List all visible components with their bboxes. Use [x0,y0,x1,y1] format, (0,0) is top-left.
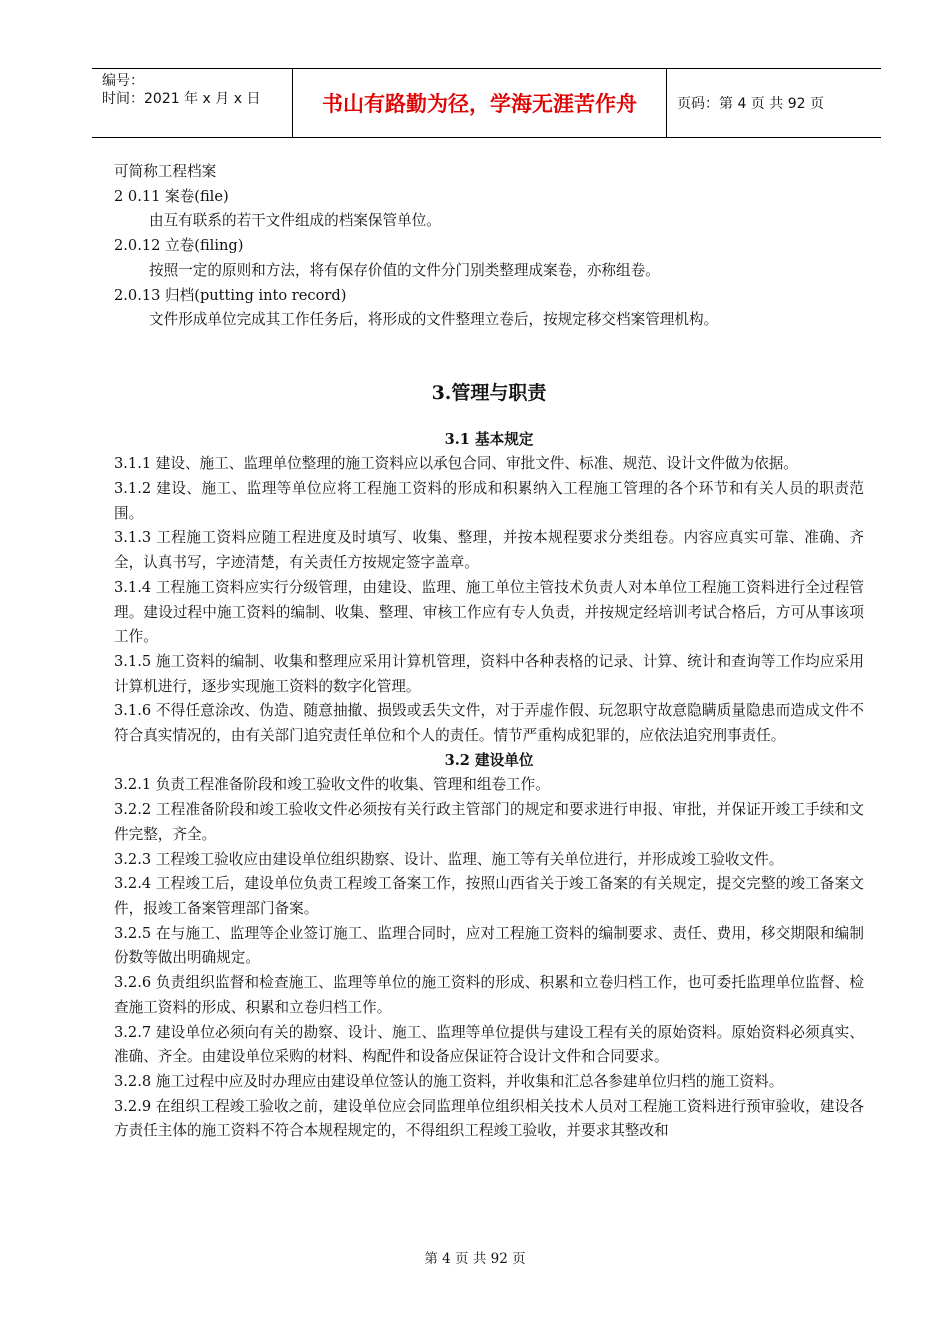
paragraph: 按照一定的原则和方法，将有保存价值的文件分门别类整理成案卷，亦称组卷。 [149,261,660,279]
time-label: 时间：2021 年 x 月 x 日 [102,91,261,107]
clause: 3.2.5 在与施工、监理等企业签订施工、监理合同时，应对工程施工资料的编制要求、责任、费用，移交期限和编制份数等做出明确规定。 [114,924,864,967]
paragraph: 文件形成单位完成其工作任务后，将形成的文件整理立卷后，按规定移交档案管理机构。 [149,311,719,329]
clause: 3.2.6 负责组织监督和检查施工、监理等单位的施工资料的形成、积累和立卷归档工作，也可委托监理单位监督、检查施工资料的形成、积累和立卷归档工作。 [114,974,864,1016]
number-label: 编号： [102,73,144,89]
term-heading: 2.0.12 立卷(filing) [114,237,244,255]
document-body [114,160,864,1144]
clause: 3.1.3 工程施工资料应随工程进度及时填写、收集、整理，并按本规程要求分类组卷。内容应真实可靠、准确、齐全，认真书写，字迹清楚，有关责任方按规定签字盖章。 [114,529,864,572]
clause: 3.1.1 建设、施工、监理单位整理的施工资料应以承包合同、审批文件、标准、规范、设计文件做为依据。 [114,455,798,473]
clause: 3.2.4 工程竣工后，建设单位负责工程竣工备案工作，按照山西省关于竣工备案的有关规定，提交完整的竣工备案文件，报竣工备案管理部门备案。 [114,875,864,917]
clause: 3.1.5 施工资料的编制、收集和整理应采用计算机管理，资料中各种表格的记录、计算、统计和查询等工作均应采用计算机进行，逐步实现施工资料的数字化管理。 [114,652,864,695]
clause: 3.2.3 工程竣工验收应由建设单位组织勘察、设计、监理、施工等有关单位进行，并形成竣工验收文件。 [114,850,784,868]
section-title: 3.2 建设单位 [444,751,534,769]
header-meta [92,69,293,137]
clause: 3.2.7 建设单位必须向有关的勘察、设计、施工、监理等单位提供与建设工程有关的原始资料。原始资料必须真实、准确、齐全。由建设单位采购的材料、构配件和设备应保证符合设计文件和合同要求。 [114,1023,864,1066]
chapter-title: 3.管理与职责 [431,381,547,404]
clause: 3.1.2 建设、施工、监理等单位应将工程施工资料的形成和积累纳入工程施工管理的各个环节和有关人员的职责范围。 [114,480,864,522]
section-title: 3.1 基本规定 [444,430,534,448]
paragraph: 由互有联系的若干文件组成的档案保管单位。 [149,212,441,230]
clause: 3.2.1 负责工程准备阶段和竣工验收文件的收集、管理和组卷工作。 [114,776,550,794]
clause: 3.2.8 施工过程中应及时办理应由建设单位签认的施工资料，并收集和汇总各参建单位归档的施工资料。 [114,1072,784,1090]
clause: 3.1.4 工程施工资料应实行分级管理，由建设、监理、施工单位主管技术负责人对本单位工程施工资料进行全过程管理。建设过程中施工资料的编制、收集、整理、审核工作应有专人负责，并按规定经培训考试合格后，方可从事该项工作。 [114,578,864,646]
clause: 3.2.2 工程准备阶段和竣工验收文件必须按有关行政主管部门的规定和要求进行申报、审批，并保证开竣工手续和文件完整，齐全。 [114,801,864,843]
header-page-info: 页码：第 4 页 共 92 页 [677,96,824,112]
clause: 3.2.9 在组织工程竣工验收之前，建设单位应会同监理单位组织相关技术人员对工程施工资料进行预审验收，建设各方责任主体的施工资料不符合本规程规定的，不得组织工程竣工验收，并要求其整改和 [114,1097,864,1140]
term-heading: 2 0.11 案卷(file) [114,187,229,205]
header-motto: 书山有路勤为径，学海无涯苦作舟 [293,69,667,137]
paragraph: 可简称工程档案 [114,163,217,180]
page-footer: 第 4 页 共 92 页 [424,1251,526,1267]
page-header [92,68,881,138]
clause: 3.1.6 不得任意涂改、伪造、随意抽撤、损毁或丢失文件，对于弄虚作假、玩忽职守故意隐瞒质量隐患而造成文件不符合真实情况的，由有关部门追究责任单位和个人的责任。情节严重构成犯罪的，应依法追究刑事责任。 [114,702,864,745]
term-heading: 2.0.13 归档(putting into record) [114,286,347,304]
